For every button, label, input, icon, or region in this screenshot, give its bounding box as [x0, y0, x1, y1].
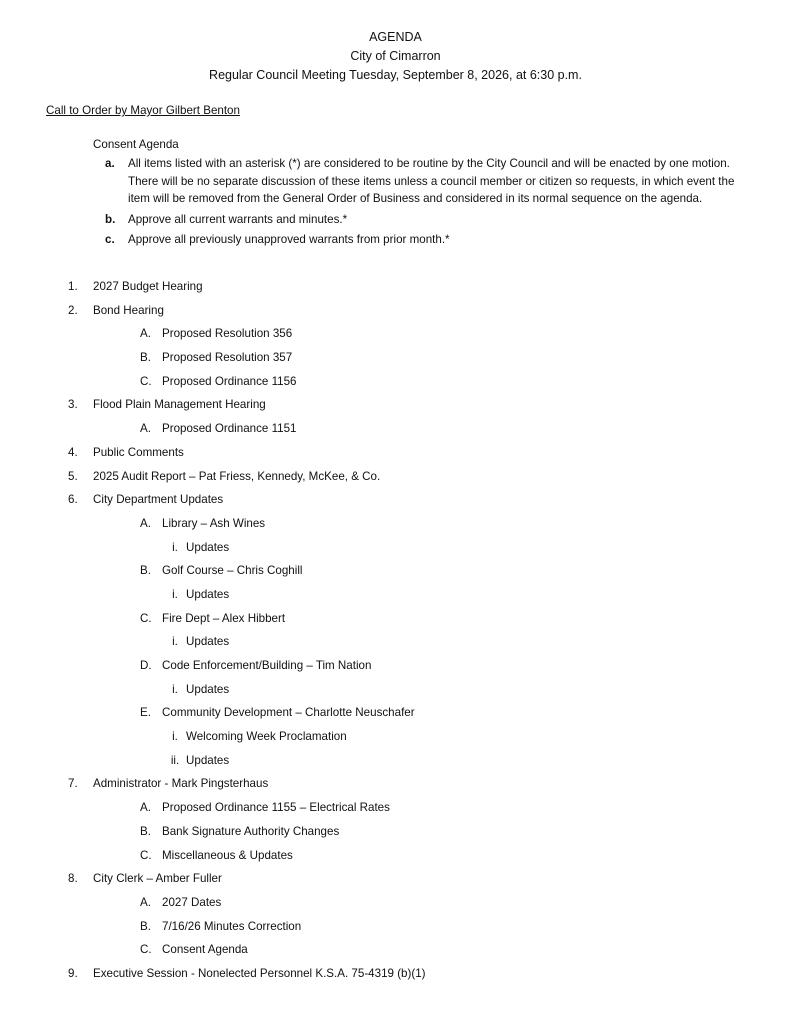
agenda-item: [68, 658, 768, 682]
agenda-item-text: Updates: [186, 540, 230, 554]
agenda-item-text: 2027 Budget Hearing: [93, 280, 203, 293]
agenda-item: [68, 611, 768, 635]
agenda-item: [68, 895, 768, 919]
header-title: AGENDA: [369, 30, 422, 44]
consent-item: [93, 211, 753, 229]
consent-item: [93, 155, 753, 208]
agenda-item-text: Updates: [186, 587, 230, 601]
agenda-item-text: Bond Hearing: [93, 303, 164, 317]
agenda-item: [68, 303, 768, 327]
agenda-item: [68, 682, 768, 706]
agenda-item: [68, 326, 768, 350]
agenda-item: [68, 445, 768, 469]
agenda-item-text: 2025 Audit Report – Pat Friess, Kennedy, McKee, & Co.: [93, 469, 381, 483]
agenda-item: [68, 563, 768, 587]
agenda-item-text: Proposed Ordinance 1156: [162, 374, 297, 388]
agenda-item-text: Miscellaneous & Updates: [162, 848, 293, 862]
consent-item-text: Approve all current warrants and minutes.*: [128, 212, 348, 226]
agenda-list: [68, 279, 768, 990]
agenda-item-number: D.: [140, 659, 152, 672]
agenda-item-number: 1.: [68, 280, 78, 293]
agenda-item-number: i.: [172, 635, 178, 649]
agenda-item-number: 3.: [68, 398, 78, 412]
agenda-item-text: Updates: [186, 682, 230, 696]
agenda-item: [68, 729, 768, 753]
agenda-item-number: 4.: [68, 445, 78, 459]
agenda-item: [68, 966, 768, 990]
agenda-item: [68, 279, 768, 303]
agenda-item: [68, 492, 768, 516]
agenda-item-number: i.: [172, 730, 178, 744]
agenda-item-number: ii.: [170, 753, 180, 767]
agenda-item-text: Library – Ash Wines: [162, 516, 266, 530]
agenda-item-number: B.: [140, 919, 151, 933]
agenda-item-number: A.: [140, 516, 151, 530]
agenda-item-text: Public Comments: [93, 445, 184, 459]
agenda-item-text: Executive Session - Nonelected Personnel K.S.A. 75-4319 (b)(1): [93, 966, 426, 980]
agenda-item-number: E.: [140, 706, 151, 720]
agenda-item: [68, 634, 768, 658]
agenda-item-text: City Department Updates: [93, 493, 224, 507]
agenda-item: [68, 848, 768, 872]
agenda-item-text: City Clerk – Amber Fuller: [93, 872, 222, 886]
agenda-item-number: C.: [140, 848, 152, 862]
agenda-item-text: Code Enforcement/Building – Tim Nation: [162, 659, 372, 672]
agenda-item-text: Updates: [186, 635, 230, 649]
header-meeting: Regular Council Meeting Tuesday, September 8, 2026, at 6:30 p.m.: [209, 68, 582, 82]
agenda-item-number: 2.: [68, 303, 78, 317]
agenda-item-number: 7.: [68, 777, 78, 791]
agenda-item-text: Flood Plain Management Hearing: [93, 398, 266, 412]
agenda-item-number: i.: [172, 587, 178, 601]
consent-item-letter: c.: [105, 233, 115, 246]
consent-item-letter: a.: [105, 157, 115, 170]
consent-item-text: Approve all previously unapproved warrants from prior month.*: [128, 233, 450, 246]
agenda-item: [68, 469, 768, 493]
agenda-item-number: i.: [172, 682, 178, 696]
document-header: [0, 28, 791, 85]
agenda-item-text: 7/16/26 Minutes Correction: [162, 919, 302, 933]
agenda-item-number: A.: [140, 327, 151, 341]
agenda-item-number: 6.: [68, 493, 78, 507]
agenda-item-text: Fire Dept – Alex Hibbert: [162, 611, 286, 625]
agenda-item-text: Bank Signature Authority Changes: [162, 824, 340, 838]
agenda-item: [68, 824, 768, 848]
agenda-item-text: Golf Course – Chris Coghill: [162, 564, 303, 578]
agenda-item: [68, 942, 768, 966]
agenda-item-text: Consent Agenda: [162, 943, 248, 957]
consent-agenda-title: Consent Agenda: [93, 138, 179, 151]
agenda-item-number: A.: [140, 895, 151, 909]
agenda-item-text: Community Development – Charlotte Neuschafer: [162, 706, 415, 720]
header-city: City of Cimarron: [350, 49, 441, 63]
call-to-order: Call to Order by Mayor Gilbert Benton: [46, 104, 240, 117]
consent-item-letter: b.: [105, 212, 116, 226]
agenda-item: [68, 516, 768, 540]
agenda-item-text: 2027 Dates: [162, 895, 222, 909]
agenda-item-text: Proposed Ordinance 1151: [162, 422, 297, 436]
agenda-item: [68, 397, 768, 421]
agenda-item-text: Proposed Resolution 357: [162, 351, 293, 365]
agenda-item-number: B.: [140, 351, 151, 365]
agenda-item: [68, 753, 768, 777]
agenda-item-number: A.: [140, 422, 151, 436]
agenda-item-number: i.: [172, 540, 178, 554]
agenda-item-text: Administrator - Mark Pingsterhaus: [93, 777, 269, 791]
agenda-item-number: 5.: [68, 469, 78, 483]
agenda-item-number: C.: [140, 611, 152, 625]
agenda-item: [68, 540, 768, 564]
agenda-item: [68, 800, 768, 824]
agenda-item-number: C.: [140, 374, 152, 388]
agenda-item: [68, 871, 768, 895]
agenda-item-number: A.: [140, 801, 151, 815]
agenda-item-number: 9.: [68, 966, 78, 980]
agenda-item-number: B.: [140, 824, 151, 838]
consent-agenda-list: [93, 155, 753, 252]
agenda-item-text: Updates: [186, 753, 230, 767]
agenda-item-number: C.: [140, 943, 152, 957]
agenda-item: [68, 350, 768, 374]
agenda-item-number: 8.: [68, 872, 78, 886]
agenda-item: [68, 919, 768, 943]
consent-item: [93, 231, 753, 249]
agenda-item-text: Proposed Resolution 356: [162, 327, 293, 341]
agenda-item-text: Proposed Ordinance 1155 – Electrical Rates: [162, 801, 390, 815]
agenda-item: [68, 587, 768, 611]
agenda-item: [68, 421, 768, 445]
agenda-item-text: Welcoming Week Proclamation: [186, 730, 347, 744]
agenda-item-number: B.: [140, 564, 151, 578]
agenda-item: [68, 374, 768, 398]
agenda-item: [68, 705, 768, 729]
consent-item-text: All items listed with an asterisk (*) are considered to be routine by the City Council and will be enacted by one motion. There will be no separate discussion of these items unless a council member or citizen so requests, in which event the item will be removed from the General Order of Business and considered in its normal sequence on the agenda.: [128, 157, 735, 205]
agenda-item: [68, 776, 768, 800]
